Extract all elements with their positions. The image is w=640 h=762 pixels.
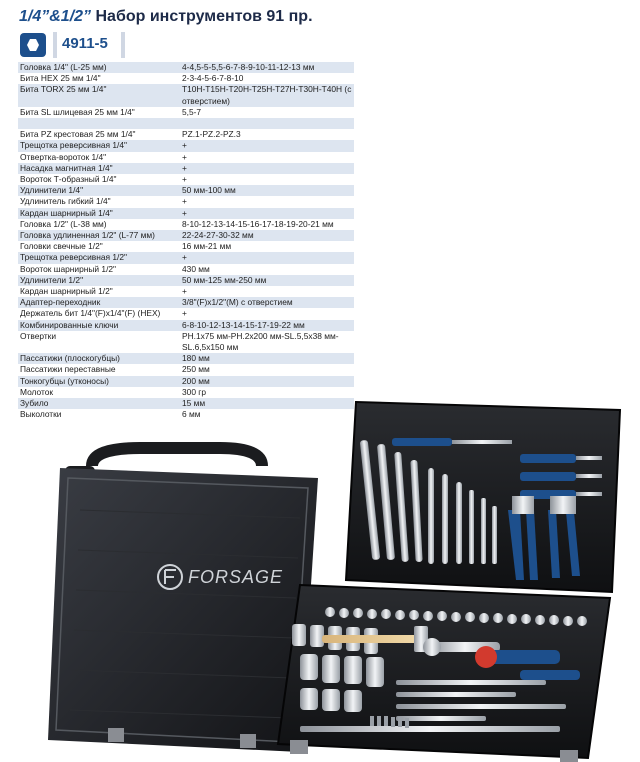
spec-name — [18, 118, 180, 129]
spec-value: 2-3-4-5-6-7-8-10 — [182, 73, 244, 84]
spec-name: Пассатижи переставные — [20, 364, 116, 375]
spec-name: Отвертка-вороток 1/4" — [20, 151, 107, 162]
spec-value — [180, 118, 354, 129]
article-code-row — [18, 32, 128, 58]
spec-name: Тонкогубцы (утконосы) — [20, 375, 109, 386]
spec-value: 6 мм — [182, 409, 201, 420]
spec-value: 180 мм — [182, 353, 210, 364]
spec-row — [18, 73, 354, 84]
spec-row — [18, 353, 354, 364]
spec-value: + — [182, 151, 187, 162]
hex-socket-icon — [20, 33, 46, 57]
spec-value: 50 мм-100 мм — [182, 185, 236, 196]
spec-value: + — [182, 286, 187, 297]
spec-name: Удлинители 1/4" — [20, 185, 84, 196]
spec-name: Головки свечные 1/2" — [20, 241, 103, 252]
spec-name: Пассатижи (плоскогубцы) — [20, 353, 120, 364]
title-text: Набор инструментов 91 пр. — [91, 8, 313, 25]
spec-row — [18, 308, 354, 319]
spec-value: + — [182, 162, 187, 173]
spec-name: Бита HEX 25 мм 1/4" — [20, 73, 101, 84]
spec-value: 250 мм — [182, 364, 210, 375]
spec-value: T10H-T15H-T20H-T25H-T27H-T30H-T40H (с отверстием) — [182, 84, 352, 106]
spec-value: 6-8-10-12-13-14-15-17-19-22 мм — [182, 319, 305, 330]
spec-row — [18, 252, 354, 263]
spec-name: Трещотка реверсивная 1/2" — [20, 252, 127, 263]
spec-row — [18, 152, 354, 163]
spec-name: Вороток Т-образный 1/4" — [20, 174, 117, 185]
spec-value: + — [182, 174, 187, 185]
divider — [121, 32, 125, 58]
spec-value: 430 мм — [182, 263, 210, 274]
spec-name: Комбинированные ключи — [20, 319, 119, 330]
spec-row — [18, 364, 354, 375]
spec-value: 50 мм-125 мм-250 мм — [182, 274, 267, 285]
spec-value: 15 мм — [182, 398, 206, 409]
spec-row — [18, 107, 354, 118]
spec-value: + — [182, 308, 187, 319]
spec-name: Кардан шарнирный 1/4" — [20, 207, 113, 218]
spec-row — [18, 286, 354, 297]
spec-name: Трещотка реверсивная 1/4" — [20, 140, 127, 151]
spec-row — [18, 62, 354, 73]
closed-case — [48, 448, 318, 752]
spec-value: 8-10-12-13-14-15-16-17-18-19-20-21 мм — [182, 218, 334, 229]
spec-name: Отвертки — [20, 330, 57, 341]
spec-row — [18, 163, 354, 174]
spec-name: Кардан шарнирный 1/2" — [20, 286, 113, 297]
spec-value: 5,5-7 — [182, 106, 202, 117]
spec-name: Головка удлиненная 1/2" (L-77 мм) — [20, 230, 155, 241]
spec-name: Бита SL шлицевая 25 мм 1/4" — [20, 106, 135, 117]
spec-value: + — [182, 252, 187, 263]
spec-name: Держатель бит 1/4"(F)x1/4"(F) (HEX) — [20, 308, 161, 319]
spec-name: Головка 1/2" (L-38 мм) — [20, 218, 107, 229]
spec-value: + — [182, 196, 187, 207]
spec-name: Головка 1/4" (L-25 мм) — [20, 62, 107, 72]
spec-value: 16 мм-21 мм — [182, 241, 232, 252]
spec-row — [18, 185, 354, 196]
spec-name: Удлинитель гибкий 1/4" — [20, 196, 111, 207]
spec-row — [18, 230, 354, 241]
spec-row — [18, 297, 354, 308]
spec-row — [18, 331, 354, 353]
spec-row — [18, 320, 354, 331]
spec-value: 22-24-27-30-32 мм — [182, 230, 254, 241]
spec-value: + — [182, 140, 187, 151]
brand-logo: FORSAGE — [188, 567, 284, 587]
spec-name: Бита TORX 25 мм 1/4" — [20, 84, 107, 95]
spec-value: PH.1x75 мм-PH.2x200 мм-SL.5,5x38 мм-SL.6,5x150 мм — [182, 330, 339, 353]
open-case — [278, 402, 620, 762]
article-code: 4911-5 — [62, 35, 108, 52]
spec-row — [18, 241, 354, 252]
spec-table — [18, 62, 354, 421]
spec-name: Насадка магнитная 1/4" — [20, 162, 113, 173]
spec-name: Молоток — [20, 386, 54, 397]
title-sizes: 1/4”&1/2” — [19, 8, 92, 25]
spec-row — [18, 196, 354, 207]
spec-row — [18, 140, 354, 151]
spec-value: PZ.1-PZ.2-PZ.3 — [182, 129, 241, 140]
spec-row — [18, 264, 354, 275]
spec-row — [18, 84, 354, 106]
spec-row — [18, 118, 354, 129]
spec-value: 300 гр — [182, 386, 207, 397]
page-title — [19, 8, 313, 26]
spec-name: Зубило — [20, 398, 49, 409]
spec-name: Вороток шарнирный 1/2" — [20, 263, 117, 274]
spec-name: Бита PZ крестовая 25 мм 1/4" — [20, 129, 136, 140]
spec-value: 4-4,5-5-5,5-6-7-8-9-10-11-12-13 мм — [182, 62, 315, 72]
spec-name: Удлинители 1/2" — [20, 274, 84, 285]
spec-value: + — [182, 207, 187, 218]
spec-name: Адаптер-переходник — [20, 297, 101, 308]
product-photo — [0, 380, 640, 762]
spec-row — [18, 208, 354, 219]
divider — [53, 32, 57, 58]
spec-row — [18, 219, 354, 230]
spec-value: 3/8"(F)x1/2"(M) с отверстием — [182, 297, 293, 308]
spec-value: 200 мм — [182, 375, 210, 386]
spec-name: Выколотки — [20, 409, 62, 420]
spec-row — [18, 129, 354, 140]
spec-row — [18, 275, 354, 286]
spec-row — [18, 174, 354, 185]
